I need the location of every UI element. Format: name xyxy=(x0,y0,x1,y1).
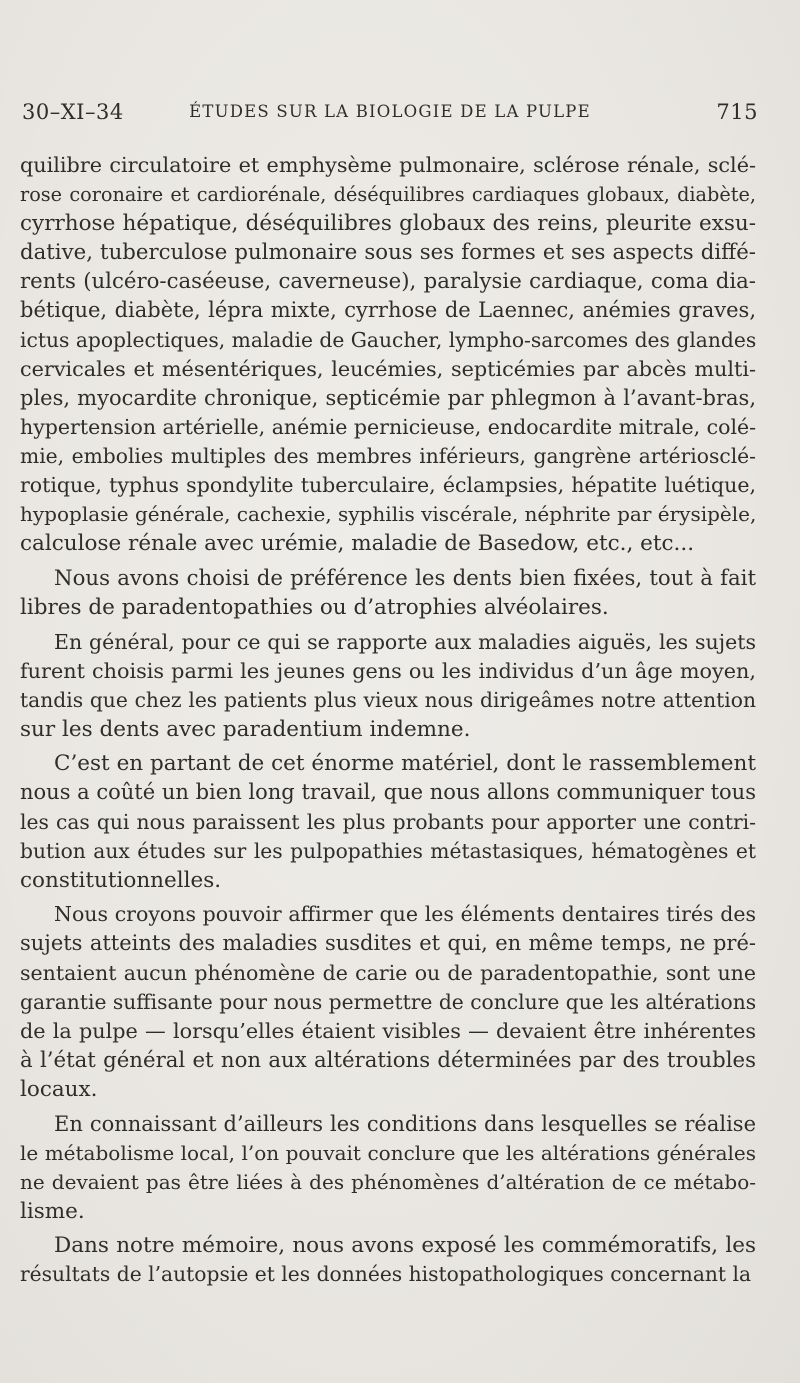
text-line: furent choisis parmi les jeunes gens ou les individus d’un âge moyen, xyxy=(20,658,756,683)
paragraph xyxy=(20,900,756,1104)
text-line: bétique, diabète, lépra mixte, cyrrhose de Laennec, anémies graves, xyxy=(20,298,756,323)
text-line: cervicales et mésentériques, leucémies, septicémies par abcès multi- xyxy=(20,356,756,381)
paragraph xyxy=(20,151,756,558)
header-date: 30–XI–34 xyxy=(22,100,124,124)
text-line: sujets atteints des maladies susdites et qui, en même temps, ne pré- xyxy=(20,931,756,956)
paragraph xyxy=(20,1231,756,1289)
text-line: rotique, typhus spondylite tuberculaire, éclampsies, hépatite luétique, xyxy=(20,473,756,498)
text-line: Dans notre mémoire, nous avons exposé les commémoratifs, les xyxy=(54,1233,756,1259)
running-head xyxy=(22,100,758,130)
text-line: locaux. xyxy=(20,1076,98,1102)
text-line: ples, myocardite chronique, septicémie par phlegmon à l’avant-bras, xyxy=(20,385,756,410)
text-line: cyrrhose hépatique, déséquilibres globaux des reins, pleurite exsu- xyxy=(20,211,756,237)
text-line: quilibre circulatoire et emphysème pulmonaire, sclérose rénale, sclé- xyxy=(20,153,756,177)
text-line: Nous avons choisi de préférence les dents bien fixées, tout à fait xyxy=(54,565,756,591)
paragraph xyxy=(20,749,756,894)
text-line: bution aux études sur les pulpopathies métastasiques, hématogènes et xyxy=(20,838,756,863)
paragraph xyxy=(20,1110,756,1226)
text-line: garantie suffisante pour nous permettre de conclure que les altérations xyxy=(20,989,757,1014)
text-line: libres de paradentopathies ou d’atrophies alvéolaires. xyxy=(20,594,609,620)
text-line: de la pulpe — lorsqu’elles étaient visibles — devaient être inhérentes xyxy=(20,1018,756,1043)
text-line: ne devaient pas être liées à des phénomènes d’altération de ce métabo- xyxy=(20,1169,756,1194)
text-line: En connaissant d’ailleurs les conditions dans lesquelles se réalise xyxy=(54,1111,756,1136)
text-line: à l’état général et non aux altérations déterminées par des troubles xyxy=(20,1047,756,1073)
text-line: constitutionnelles. xyxy=(20,867,222,893)
text-line: le métabolisme local, l’on pouvait conclure que les altérations générales xyxy=(20,1140,756,1165)
text-line: calculose rénale avec urémie, maladie de Basedow, etc., etc... xyxy=(20,531,695,557)
text-line: Nous croyons pouvoir affirmer que les éléments dentaires tirés des xyxy=(54,902,756,927)
page-number: 715 xyxy=(716,100,758,124)
text-line: En général, pour ce qui se rapporte aux maladies aiguës, les sujets xyxy=(54,629,756,654)
text-line: ictus apoplectiques, maladie de Gaucher, lympho-sarcomes des glandes xyxy=(20,327,757,352)
text-line: hypertension artérielle, anémie pernicieuse, endocardite mitrale, colé- xyxy=(20,414,757,439)
text-line: sur les dents avec paradentium indemne. xyxy=(20,716,471,742)
text-line: tandis que chez les patients plus vieux nous dirigeâmes notre attention xyxy=(20,687,756,712)
header-title: ÉTUDES SUR LA BIOLOGIE DE LA PULPE xyxy=(189,102,591,121)
text-line: résultats de l’autopsie et les données histopathologiques concernant la xyxy=(20,1262,752,1287)
text-line: rose coronaire et cardiorénale, déséquilibres cardiaques globaux, diabète, xyxy=(20,183,756,207)
text-line: lisme. xyxy=(20,1198,85,1224)
paragraph xyxy=(20,564,756,622)
text-line: rents (ulcéro-caséeuse, caverneuse), paralysie cardiaque, coma dia- xyxy=(20,269,756,295)
text-line: hypoplasie générale, cachexie, syphilis viscérale, néphrite par érysipèle, xyxy=(20,502,757,527)
text-line: sentaient aucun phénomène de carie ou de paradentopathie, sont une xyxy=(20,960,756,985)
text-line: mie, embolies multiples des membres inférieurs, gangrène artériosclé- xyxy=(20,443,756,468)
text-line: C’est en partant de cet énorme matériel, dont le rassemblement xyxy=(54,751,756,777)
text-line: les cas qui nous paraissent les plus probants pour apporter une contri- xyxy=(20,809,756,834)
paragraph xyxy=(20,628,756,744)
text-line: nous a coûté un bien long travail, que nous allons communiquer tous xyxy=(20,780,756,805)
text-line: dative, tuberculose pulmonaire sous ses formes et ses aspects diffé- xyxy=(20,240,756,266)
body-text xyxy=(20,151,756,1290)
